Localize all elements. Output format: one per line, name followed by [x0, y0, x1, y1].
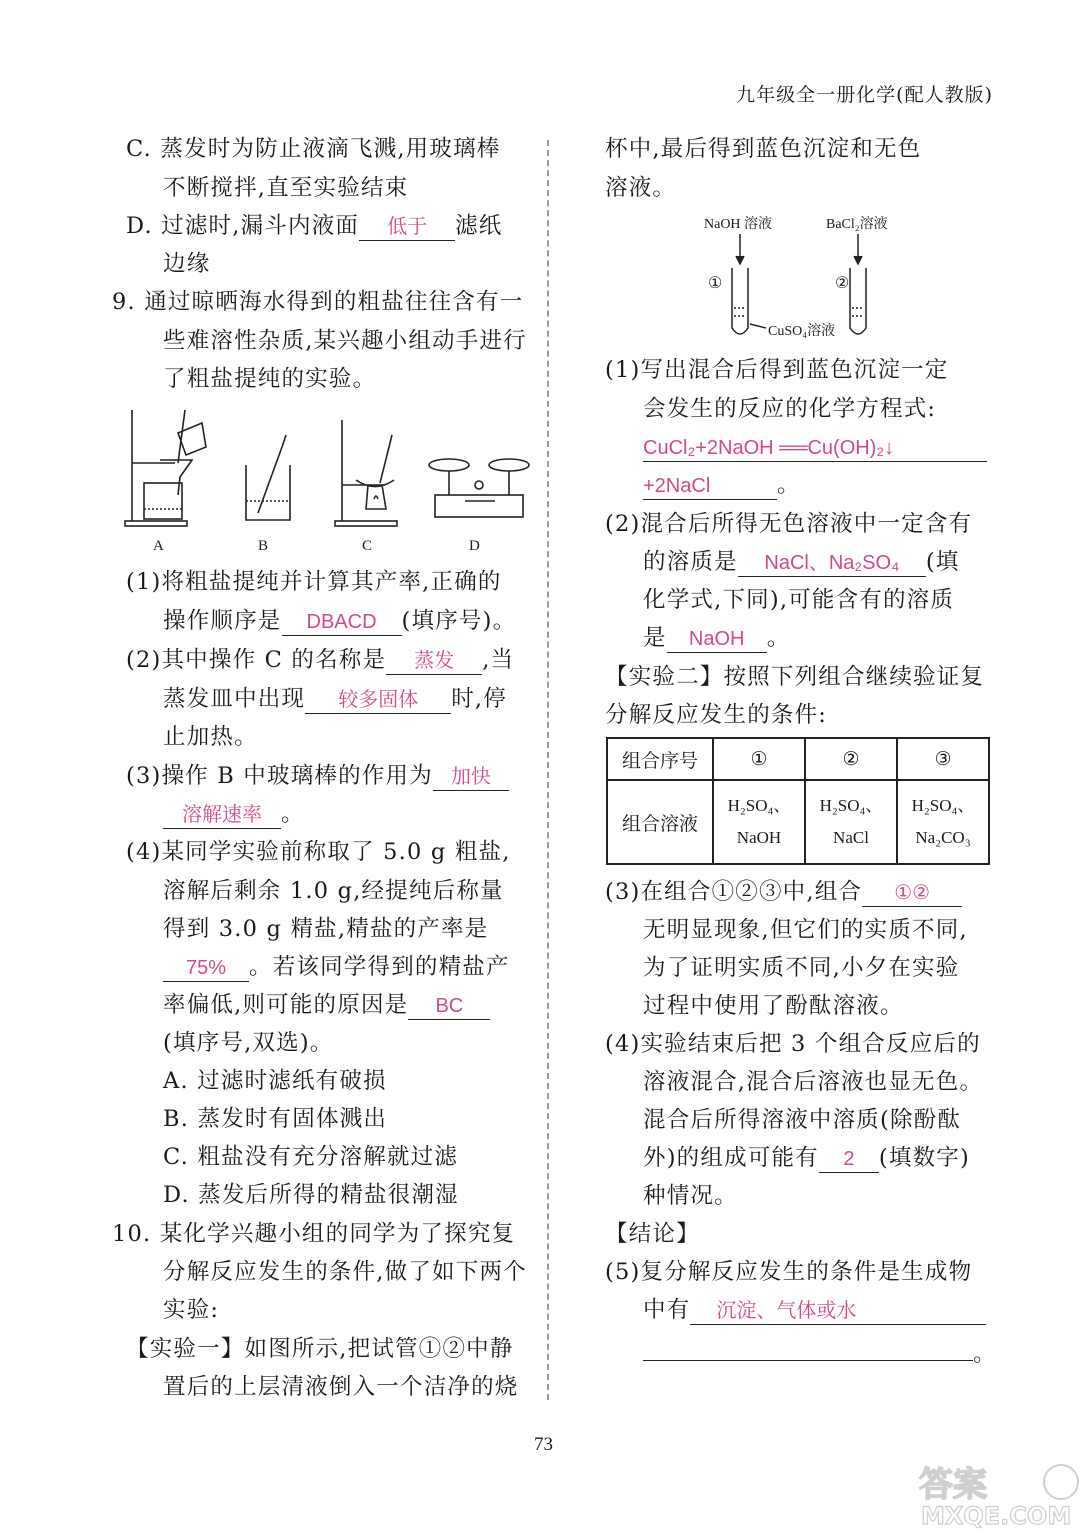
q10-part5-line3 [643, 1340, 997, 1368]
table-row-header: 组合溶液 [607, 780, 713, 864]
answer-blank: 蒸发 [386, 648, 482, 675]
test-tube-1-icon [732, 268, 748, 334]
q10-part1-line1: (1)写出混合后得到蓝色沉淀一定 [605, 357, 949, 383]
option-d-text-end: 滤纸 [455, 213, 503, 239]
table-row [607, 738, 989, 780]
filtration-apparatus-icon [125, 410, 206, 526]
q10-part1-text-end: 。 [777, 472, 801, 498]
q10-part3-line2: 无明显现象,但它们的实质不同, [643, 917, 968, 943]
q10-part3-line1 [605, 878, 962, 907]
q10-part3-line3: 为了证明实质不同,小夕在实验 [643, 955, 960, 981]
cell-line: NaOH [736, 828, 782, 847]
table-header-cell: ② [805, 738, 897, 780]
q9-part1-line1: (1)将粗盐提纯并计算其产率,正确的 [126, 569, 502, 595]
q9-part2-line3: 止加热。 [163, 724, 258, 750]
q10-part4-line3: 混合后所得溶液中溶质(除酚酞 [643, 1107, 962, 1133]
q10-part4-line5: 种情况。 [643, 1183, 738, 1209]
answer-blank: DBACD [282, 609, 402, 636]
answer-blank: 溶解速率 [163, 802, 281, 829]
q9-part1-line2 [163, 607, 516, 636]
q10-part4-text-end: (填数字) [878, 1145, 970, 1171]
answer-blank: 75% [163, 955, 249, 982]
q10-part5-text: 中有 [643, 1297, 691, 1323]
answer-blank: +2NaCl [643, 473, 777, 500]
experiment2-line1: 【实验二】按照下列组合继续验证复 [605, 664, 985, 690]
watermark-logo [911, 1460, 1081, 1530]
table-header-cell: ① [713, 738, 805, 780]
option-c-line: C. 蒸发时为防止液滴飞溅,用玻璃棒 [126, 136, 501, 162]
table-row [607, 780, 989, 864]
q9-part4-line1: (4)某同学实验前称取了 5.0 g 粗盐, [126, 839, 511, 865]
q10-part5-line2 [643, 1296, 986, 1325]
cell-line: H₂SO₄、 [911, 796, 975, 815]
page-number: 73 [534, 1434, 553, 1455]
q9-stem-1: 9. 通过晾晒海水得到的粗盐往往含有一 [112, 289, 524, 315]
tube2-label: ② [835, 275, 850, 292]
test-tube-figure [720, 232, 880, 342]
q10-stem-2: 分解反应发生的条件,做了如下两个 [163, 1259, 527, 1285]
answer-blank: NaOH [667, 626, 767, 653]
q10-part2-text2-end: 。 [766, 625, 791, 651]
figure-label-a: A [153, 538, 164, 554]
answer-blank: 低于 [359, 214, 455, 241]
q10-part4-line1: (4)实验结束后把 3 个组合反应后的 [605, 1031, 981, 1057]
svg-text:答案: 答案 [919, 1465, 987, 1505]
q10-part1-line3 [643, 433, 987, 462]
salt-purification-apparatus-figure [120, 405, 540, 535]
conclusion-heading: 【结论】 [605, 1221, 700, 1247]
q9-stem-2: 些难溶性杂质,某兴趣小组动手进行 [163, 328, 527, 354]
q9-part4-line3: 得到 3.0 g 精盐,精盐的产率是 [163, 916, 489, 942]
q10-part1-line4 [643, 471, 801, 500]
tube1-label: ① [708, 275, 723, 292]
figure-label-b: B [258, 538, 269, 554]
experiment1-line3: 杯中,最后得到蓝色沉淀和无色 [605, 136, 922, 162]
q9-option-a: A. 过滤时滤纸有破损 [163, 1068, 387, 1094]
figure-label-c: C [362, 538, 373, 554]
option-d-line [126, 212, 503, 241]
figure-label-d: D [469, 538, 480, 554]
q9-part3-line1 [126, 762, 509, 791]
cell-line: H₂SO₄、 [727, 796, 791, 815]
q10-part5-line1: (5)复分解反应发生的条件是生成物 [605, 1259, 973, 1285]
cell-line: Na₂CO₃ [915, 828, 971, 847]
experiment1-line1: 【实验一】如图所示,把试管①②中静 [126, 1336, 514, 1362]
answer-blank: 2 [819, 1146, 879, 1173]
q10-part5-text-end: 。 [973, 1341, 997, 1367]
column-divider [547, 140, 549, 1400]
table-header-cell: ③ [897, 738, 989, 780]
q9-part2-text: (2)其中操作 C 的名称是 [126, 647, 387, 673]
empty-answer-blank [643, 1340, 973, 1361]
q9-part2-text-end: ,当 [482, 647, 515, 673]
q9-option-d: D. 蒸发后所得的精盐很潮湿 [163, 1182, 459, 1208]
dissolving-beaker-icon [246, 435, 290, 520]
answer-blank: BC [408, 993, 490, 1020]
table-cell [897, 780, 989, 864]
q9-part2-text2-end: 时,停 [451, 686, 507, 712]
experiment2-line2: 分解反应发生的条件: [605, 702, 828, 728]
answer-blank: NaCl、Na₂SO₄ [738, 550, 926, 577]
q9-stem-3: 了粗盐提纯的实验。 [163, 366, 377, 392]
cell-line: H₂SO₄、 [819, 796, 883, 815]
q9-part1-text-end: (填序号)。 [401, 608, 517, 634]
option-d-text: D. 过滤时,漏斗内液面 [126, 213, 360, 239]
q9-part3-line2 [163, 800, 305, 829]
bacl2-label: BaCl₂溶液 [826, 217, 888, 232]
test-tube-2-icon [850, 268, 866, 334]
answer-blank: 沉淀、气体或水 [690, 1298, 986, 1325]
evaporation-apparatus-icon [335, 420, 397, 526]
q10-part4-line4 [643, 1144, 970, 1173]
q9-part3-text: (3)操作 B 中玻璃棒的作用为 [126, 763, 433, 789]
balance-scale-icon [429, 459, 529, 517]
q10-part3-text: (3)在组合①②③中,组合 [605, 879, 863, 905]
q10-stem-3: 实验: [163, 1297, 220, 1323]
naoh-label: NaOH 溶液 [704, 217, 773, 232]
q10-part4-text: 外)的组成可能有 [643, 1145, 819, 1171]
q9-part1-text: 操作顺序是 [163, 608, 282, 634]
option-c-line2: 不断搅拌,直至实验结束 [163, 175, 409, 201]
table-cell [805, 780, 897, 864]
q9-part2-line1 [126, 646, 514, 675]
q9-option-b: B. 蒸发时有固体溅出 [163, 1106, 388, 1132]
table-header-cell: 组合序号 [607, 738, 713, 780]
answer-blank: 加快 [433, 764, 509, 791]
cuso4-label: CuSO₄溶液 [768, 324, 836, 339]
q10-stem-1: 10. 某化学兴趣小组的同学为了探究复 [112, 1221, 516, 1247]
q9-part2-text2: 蒸发皿中出现 [163, 686, 306, 712]
page-header: 九年级全一册化学(配人教版) [736, 84, 993, 106]
q9-part4-line4 [163, 953, 510, 982]
q9-part4-line6: (填序号,双选)。 [163, 1030, 334, 1056]
q10-part2-text: 的溶质是 [643, 549, 738, 575]
experiment1-line2: 置后的上层清液倒入一个洁净的烧 [163, 1374, 519, 1400]
q9-option-c: C. 粗盐没有充分溶解就过滤 [163, 1144, 459, 1170]
q9-part4-line5 [163, 991, 490, 1020]
q10-part1-line2: 会发生的反应的化学方程式: [643, 396, 937, 422]
q10-part2-line1: (2)混合后所得无色溶液中一定含有 [605, 511, 973, 537]
watermark-text: MXQE.COM [921, 1502, 1072, 1530]
q10-part4-line2: 溶液混合,混合后溶液也显无色。 [643, 1069, 984, 1095]
q10-part2-text-end: (填 [925, 549, 960, 575]
table-cell [713, 780, 805, 864]
q10-part2-line3: 化学式,下同),可能含有的溶质 [643, 587, 955, 613]
answer-blank: 较多固体 [305, 687, 451, 714]
answer-blank: ①② [862, 880, 962, 907]
cell-line: NaCl [833, 828, 869, 847]
q10-part3-line4: 过程中使用了酚酞溶液。 [643, 993, 904, 1019]
q10-part2-text2: 是 [643, 625, 667, 651]
option-d-line2: 边缘 [163, 251, 211, 277]
q9-part2-line2 [163, 685, 507, 714]
experiment1-line4: 溶液。 [605, 175, 677, 201]
q9-part3-text-end: 。 [281, 801, 305, 827]
q9-part4-text: 。若该同学得到的精盐产 [249, 954, 510, 980]
answer-equation: CuCl₂+2NaOH ══Cu(OH)₂↓ [643, 435, 987, 462]
combination-table [606, 737, 990, 865]
q10-part2-line2 [643, 548, 960, 577]
q10-part2-line4 [643, 624, 790, 653]
q9-part4-line2: 溶解后剩余 1.0 g,经提纯后称量 [163, 878, 504, 904]
q9-part4-text2: 率偏低,则可能的原因是 [163, 992, 409, 1018]
